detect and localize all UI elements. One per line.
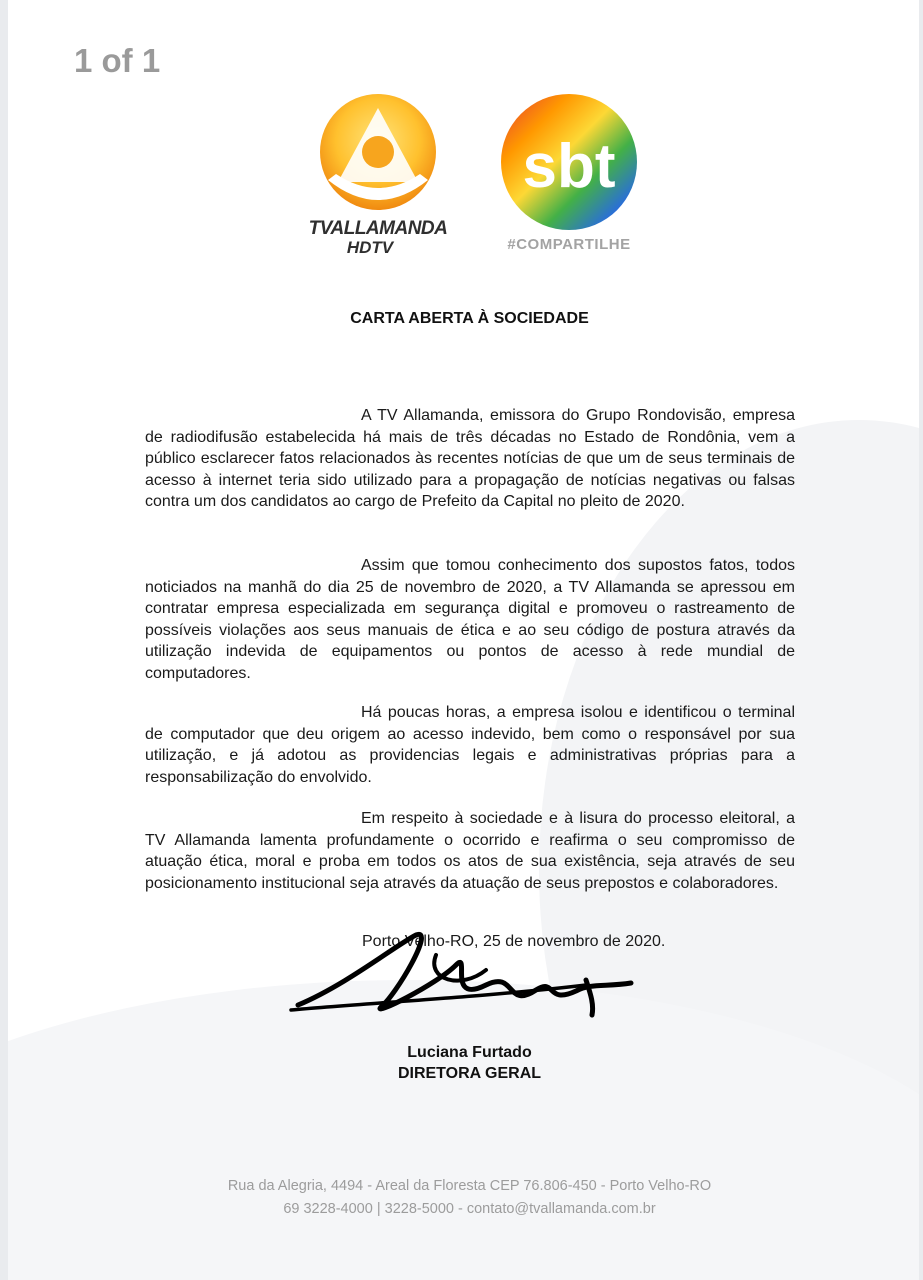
letter-paragraph: Há poucas horas, a empresa isolou e identificou o terminal de computador que deu origem ao acesso indevido, bem como o responsável por sua utilização, e já adotou as providencias legais e administrativas próprias para a responsabilização do envolvido. <box>145 704 795 786</box>
letter-paragraph: Em respeito à sociedade e à lisura do processo eleitoral, a TV Allamanda lamenta profundamente o ocorrido e reafirma o seu compromisso de atuação ética, moral e proba em todos os atos de sua existência, seja através de seu posicionamento institucional seja através da atuação de seus prepostos e colaboradores. <box>145 810 795 892</box>
letter-paragraph: A TV Allamanda, emissora do Grupo Rondovisão, empresa de radiodifusão estabelecida há mais de três décadas no Estado de Rondônia, vem a público esclarecer fatos relacionados às recentes notícias de que um de seus terminais de acesso à internet teria sido utilizado para a propagação de notícias negativas ou falsas contra um dos candidatos ao cargo de Prefeito da Capital no pleito de 2020. <box>145 407 795 510</box>
sbt-hashtag: #COMPARTILHE <box>507 236 631 253</box>
sbt-logo-text: sbt <box>522 132 616 201</box>
tvallamanda-name: TVALLAMANDA <box>308 218 448 239</box>
signer-title: DIRETORA GERAL <box>397 1065 542 1082</box>
tvallamanda-hdtv: HDTV <box>346 238 394 257</box>
signer-name: Luciana Furtado <box>407 1044 532 1061</box>
letter-paragraph: Assim que tomou conhecimento dos supostos fatos, todos noticiados na manhã do dia 25 de novembro de 2020, a TV Allamanda se apressou em contratar empresa especializada em segurança digital e promoveu o rastreamento de possíveis violações aos seus manuais de ética e ao seu código de postura através da utilização indevida de equipamentos ou pontos de acesso à rede mundial de computadores. <box>145 557 795 682</box>
footer-contact: 69 3228-4000 | 3228-5000 - contato@tvallamanda.com.br <box>283 1201 656 1217</box>
letter-title: CARTA ABERTA À SOCIEDADE <box>350 310 589 327</box>
footer <box>8 1175 919 1221</box>
document-page <box>8 0 919 1280</box>
page-indicator: 1 of 1 <box>74 42 161 79</box>
signer-block <box>8 1042 919 1084</box>
handwritten-signature <box>286 925 646 1025</box>
footer-address: Rua da Alegria, 4494 - Areal da Floresta CEP 76.806-450 - Porto Velho-RO <box>227 1178 712 1194</box>
letter-date: Porto Velho-RO, 25 de novembro de 2020. <box>362 933 666 950</box>
